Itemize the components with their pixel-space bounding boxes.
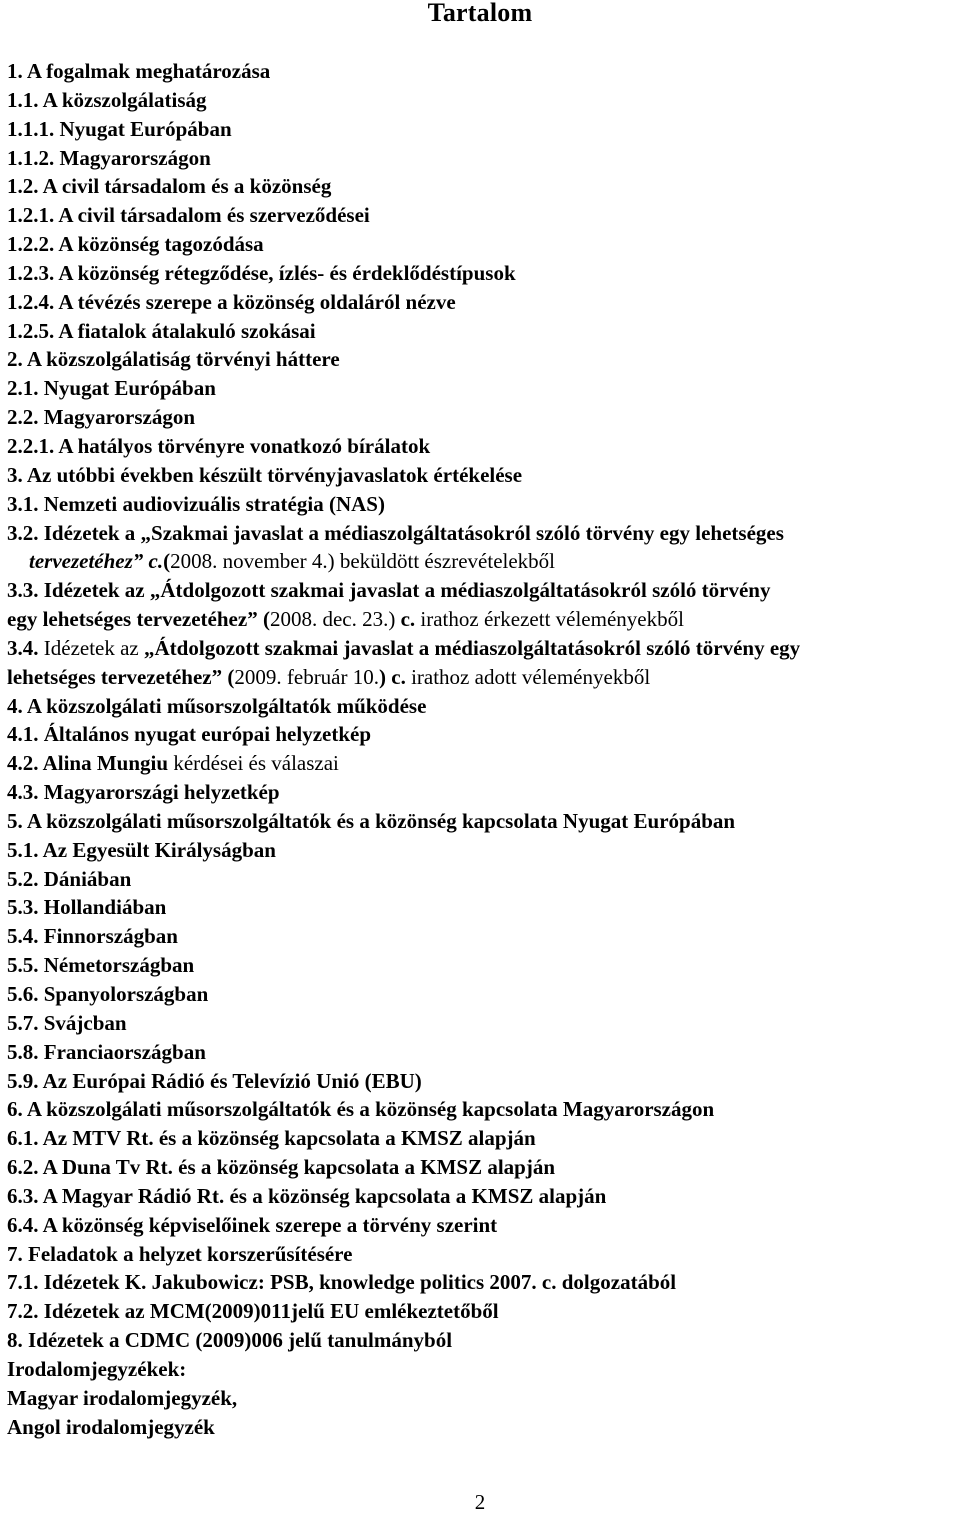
toc-entry-text: 2008. dec. 23.): [269, 607, 401, 632]
toc-entry-text: Magyar irodalomjegyzék,: [7, 1385, 238, 1410]
toc-entry-text: 7.1. Idézetek K. Jakubowicz: PSB, knowledge politics 2007. c. dolgozatából: [7, 1270, 677, 1295]
table-of-contents: [7, 57, 952, 1442]
toc-entry-text: 1.2.5. A fiatalok átalakuló szokásai: [7, 318, 316, 343]
toc-entry-text: 1.2.2. A közönség tagozódása: [7, 232, 264, 257]
toc-entry-text: 5. A közszolgálati műsorszolgáltatók és a közönség kapcsolata Nyugat Európában: [7, 808, 736, 833]
toc-entry[interactable]: [7, 1268, 952, 1297]
toc-entry-text: 7. Feladatok a helyzet korszerűsítésére: [7, 1241, 353, 1266]
toc-entry[interactable]: [7, 1384, 952, 1413]
toc-entry-text: irathoz adott véleményekből: [405, 664, 651, 689]
toc-entry[interactable]: [7, 461, 952, 490]
toc-entry-text: c.: [400, 607, 416, 632]
toc-entry[interactable]: [7, 403, 952, 432]
toc-entry-text: 1.2. A civil társadalom és a közönség: [7, 174, 332, 199]
toc-entry[interactable]: [7, 230, 952, 259]
toc-entry-text: 6.3. A Magyar Rádió Rt. és a közönség kapcsolata a KMSZ alapján: [7, 1183, 607, 1208]
toc-entry[interactable]: [7, 980, 952, 1009]
toc-entry-text: 3.1. Nemzeti audiovizuális stratégia (NAS): [7, 491, 385, 516]
toc-entry-text: 7.2. Idézetek az MCM(2009)011jelű EU emlékeztetőből: [7, 1299, 499, 1324]
toc-entry[interactable]: [7, 634, 952, 663]
toc-entry[interactable]: [7, 1326, 952, 1355]
toc-entry-text: 2.1. Nyugat Európában: [7, 376, 216, 401]
toc-entry-text: Angol irodalomjegyzék: [7, 1414, 215, 1439]
toc-entry[interactable]: [7, 922, 952, 951]
toc-entry[interactable]: [7, 1355, 952, 1384]
toc-entry-text: 3.3. Idézetek az „Átdolgozott szakmai javaslat a médiaszolgáltatásokról szóló törvény: [7, 578, 771, 603]
toc-entry-text: 5.2. Dániában: [7, 866, 132, 891]
toc-entry-text: 5.3. Hollandiában: [7, 895, 167, 920]
toc-entry[interactable]: [7, 547, 952, 576]
toc-entry-text: 3.4.: [7, 635, 44, 660]
toc-entry-text: irathoz érkezett véleményekből: [415, 607, 684, 632]
toc-entry-text: 1. A fogalmak meghatározása: [7, 59, 271, 83]
toc-entry-text: 4. A közszolgálati műsorszolgáltatók működése: [7, 693, 427, 718]
toc-entry[interactable]: [7, 749, 952, 778]
toc-entry[interactable]: [7, 1182, 952, 1211]
toc-entry[interactable]: [7, 1211, 952, 1240]
toc-entry[interactable]: [7, 1009, 952, 1038]
toc-entry-text: 6. A közszolgálati műsorszolgáltatók és a közönség kapcsolata Magyarországon: [7, 1097, 715, 1122]
toc-entry-text: 6.4. A közönség képviselőinek szerepe a törvény szerint: [7, 1212, 498, 1237]
toc-entry-text: 4.3. Magyarországi helyzetkép: [7, 780, 280, 805]
toc-entry-text: 2. A közszolgálatiság törvényi háttere: [7, 347, 340, 372]
toc-entry[interactable]: [7, 1038, 952, 1067]
toc-entry[interactable]: [7, 1067, 952, 1096]
toc-entry-text: 5.9. Az Európai Rádió és Televízió Unió (EBU): [7, 1068, 422, 1093]
toc-entry-text: 1.1.2. Magyarországon: [7, 145, 211, 170]
toc-entry-text: 4.1. Általános nyugat európai helyzetkép: [7, 722, 372, 747]
toc-entry-text: 3.2. Idézetek a „Szakmai javaslat a médiaszolgáltatásokról szóló törvény egy lehetséges: [7, 520, 784, 545]
toc-entry[interactable]: [7, 807, 952, 836]
toc-entry[interactable]: [7, 951, 952, 980]
toc-entry-text: 6.2. A Duna Tv Rt. és a közönség kapcsolata a KMSZ alapján: [7, 1155, 556, 1180]
toc-entry[interactable]: [7, 1297, 952, 1326]
toc-entry[interactable]: [7, 836, 952, 865]
toc-entry-text: 3. Az utóbbi években készült törvényjavaslatok értékelése: [7, 462, 523, 487]
toc-entry-text: 1.1.1. Nyugat Európában: [7, 116, 232, 141]
toc-entry[interactable]: [7, 1124, 952, 1153]
toc-entry[interactable]: [7, 778, 952, 807]
toc-entry[interactable]: [7, 201, 952, 230]
toc-entry-text: egy lehetséges tervezetéhez” (: [7, 607, 270, 632]
toc-entry[interactable]: [7, 1095, 952, 1124]
toc-entry-text: 5.8. Franciaországban: [7, 1039, 206, 1064]
toc-entry-text: 1.2.4. A tévézés szerepe a közönség oldaláról nézve: [7, 289, 456, 314]
toc-entry-text: Irodalomjegyzékek:: [7, 1356, 187, 1381]
toc-entry-text: tervezetéhez” c.: [29, 549, 164, 574]
toc-entry-text: Idézetek az: [43, 635, 145, 660]
toc-entry[interactable]: [7, 490, 952, 519]
toc-entry-text: 1.2.1. A civil társadalom és szerveződései: [7, 203, 370, 228]
toc-entry-text: 6.1. Az MTV Rt. és a közönség kapcsolata a KMSZ alapján: [7, 1126, 536, 1151]
toc-entry-text: kérdései és válaszai: [168, 751, 339, 776]
toc-entry[interactable]: [7, 115, 952, 144]
toc-entry[interactable]: [7, 374, 952, 403]
toc-entry[interactable]: [7, 605, 952, 634]
toc-entry-text: ) c.: [379, 664, 406, 689]
toc-entry-text: 5.4. Finnországban: [7, 924, 178, 949]
toc-entry-text: 5.5. Németországban: [7, 953, 195, 978]
toc-entry-text: 2008. november 4.) beküldött észrevételekből: [170, 549, 556, 574]
page-number: 2: [474, 1490, 486, 1514]
toc-entry-text: 5.1. Az Egyesült Királyságban: [7, 837, 276, 862]
toc-entry[interactable]: [7, 259, 952, 288]
toc-entry[interactable]: [7, 692, 952, 721]
toc-entry[interactable]: [7, 288, 952, 317]
toc-entry[interactable]: [7, 720, 952, 749]
toc-entry[interactable]: [7, 57, 952, 86]
toc-entry[interactable]: [7, 663, 952, 692]
toc-entry-text: 1.1. A közszolgálatiság: [7, 87, 207, 112]
toc-entry[interactable]: [7, 865, 952, 894]
toc-entry[interactable]: [7, 345, 952, 374]
toc-entry[interactable]: [7, 519, 952, 548]
toc-entry-text: 1.2.3. A közönség rétegződése, ízlés- és érdeklődéstípusok: [7, 260, 516, 285]
toc-entry[interactable]: [7, 432, 952, 461]
toc-entry-text: 2.2.1. A hatályos törvényre vonatkozó bírálatok: [7, 433, 431, 458]
toc-entry[interactable]: [7, 86, 952, 115]
toc-entry-text: 8. Idézetek a CDMC (2009)006 jelű tanulmányból: [7, 1328, 453, 1353]
toc-entry[interactable]: [7, 1153, 952, 1182]
toc-entry[interactable]: [7, 172, 952, 201]
toc-entry-text: 2009. február 10.: [234, 664, 379, 689]
toc-entry[interactable]: [7, 893, 952, 922]
toc-entry-text: 4.2. Alina Mungiu: [7, 751, 169, 776]
toc-entry[interactable]: [7, 317, 952, 346]
toc-entry[interactable]: [7, 144, 952, 173]
toc-entry-text: lehetséges tervezetéhez” (: [7, 664, 235, 689]
toc-entry-text: (: [163, 549, 171, 574]
toc-entry[interactable]: [7, 1413, 952, 1442]
toc-entry[interactable]: [7, 576, 952, 605]
page-title: Tartalom: [427, 0, 533, 27]
toc-entry-text: 5.7. Svájcban: [7, 1010, 127, 1035]
toc-entry[interactable]: [7, 1240, 952, 1269]
toc-entry-text: „Átdolgozott szakmai javaslat a médiaszolgáltatásokról szóló törvény egy: [144, 635, 801, 660]
toc-entry-text: 5.6. Spanyolországban: [7, 982, 209, 1006]
toc-entry-text: 2.2. Magyarországon: [7, 405, 196, 430]
